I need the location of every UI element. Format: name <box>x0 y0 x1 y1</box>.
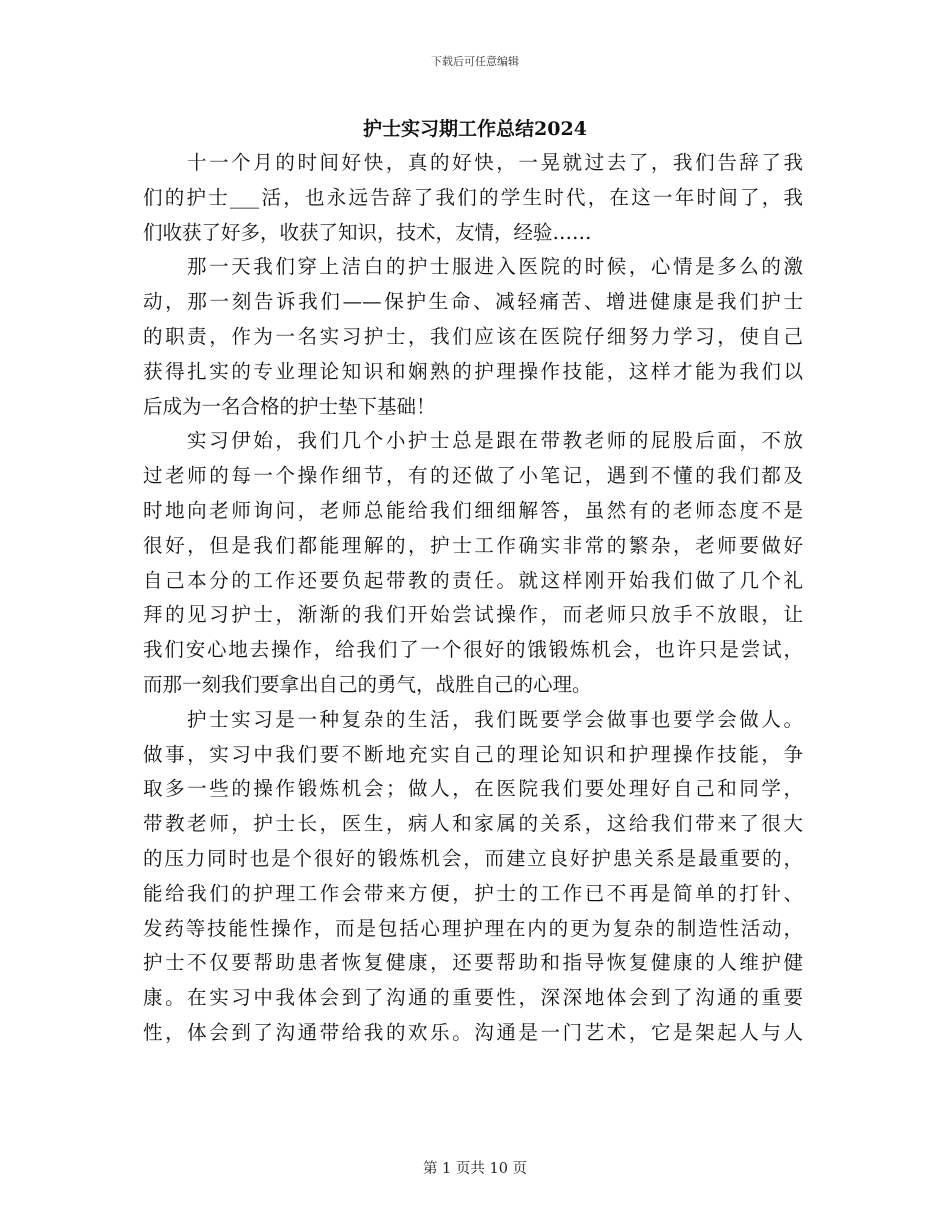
text-line: 过老师的每一个操作细节，有的还做了小笔记，遇到不懂的我们都及 <box>143 464 803 488</box>
document-title: 护士实习期工作总结2024 <box>363 118 587 140</box>
text-line: 性，体会到了沟通带给我的欢乐。沟通是一门艺术，它是架起人与人 <box>143 1020 803 1044</box>
document-body <box>143 146 803 1051</box>
text-line: 护士实习是一种复杂的生活，我们既要学会做事也要学会做人。 <box>187 707 803 731</box>
text-line: 我们安心地去操作，给我们了一个很好的饿锻炼机会，也许只是尝试， <box>143 638 803 662</box>
text-line: 后成为一名合格的护士垫下基础！ <box>143 394 436 418</box>
text-line: 获得扎实的专业理论知识和娴熟的护理操作技能，这样才能为我们以 <box>143 359 803 383</box>
text-line: 实习伊始，我们几个小护士总是跟在带教老师的屁股后面，不放 <box>187 429 803 453</box>
text-line: 们收获了好多，收获了知识，技术，友情，经验…… <box>143 220 592 244</box>
page-footer: 第 1 页共 10 页 <box>422 1161 528 1177</box>
text-line: 带教老师，护士长，医生，病人和家属的关系，这给我们带来了很大 <box>143 812 803 836</box>
text-line: 的职责，作为一名实习护士，我们应该在医院仔细努力学习，使自己 <box>143 324 803 348</box>
text-line: 能给我们的护理工作会带来方便，护士的工作已不再是简单的打针、 <box>143 881 803 905</box>
text-line: 发药等技能性操作，而是包括心理护理在内的更为复杂的制造性活动， <box>143 916 803 940</box>
text-line: 拜的见习护士，渐渐的我们开始尝试操作，而老师只放手不放眼，让 <box>143 603 803 627</box>
text-line: 自己本分的工作还要负起带教的责任。就这样刚开始我们做了几个礼 <box>143 568 803 592</box>
text-line: 护士不仅要帮助患者恢复健康，还要帮助和指导恢复健康的人维护健 <box>143 951 803 975</box>
text-line: 很好，但是我们都能理解的，护士工作确实非常的繁杂，老师要做好 <box>143 533 803 557</box>
text-line: 的压力同时也是个很好的锻炼机会，而建立良好护患关系是最重要的， <box>143 846 803 870</box>
text-line: 那一天我们穿上洁白的护士服进入医院的时候，心情是多么的激 <box>187 255 803 279</box>
text-line: 康。在实习中我体会到了沟通的重要性，深深地体会到了沟通的重要 <box>143 986 803 1010</box>
page-header: 下载后可任意编辑 <box>431 55 519 68</box>
text-line: 而那一刻我们要拿出自己的勇气，战胜自己的心理。 <box>143 672 592 696</box>
text-line: 十一个月的时间好快，真的好快，一晃就过去了，我们告辞了我 <box>187 151 803 174</box>
text-line: 时地向老师询问，老师总能给我们细细解答，虽然有的老师态度不是 <box>143 498 803 522</box>
text-line: 动，那一刻告诉我们——保护生命、减轻痛苦、增进健康是我们护士 <box>143 290 803 314</box>
text-line: 取多一些的操作锻炼机会；做人，在医院我们要处理好自己和同学， <box>143 777 803 801</box>
text-line: 做事，实习中我们要不断地充实自己的理论知识和护理操作技能，争 <box>143 742 803 766</box>
text-line: 们的护士___活，也永远告辞了我们的学生时代，在这一年时间了，我 <box>143 185 803 209</box>
